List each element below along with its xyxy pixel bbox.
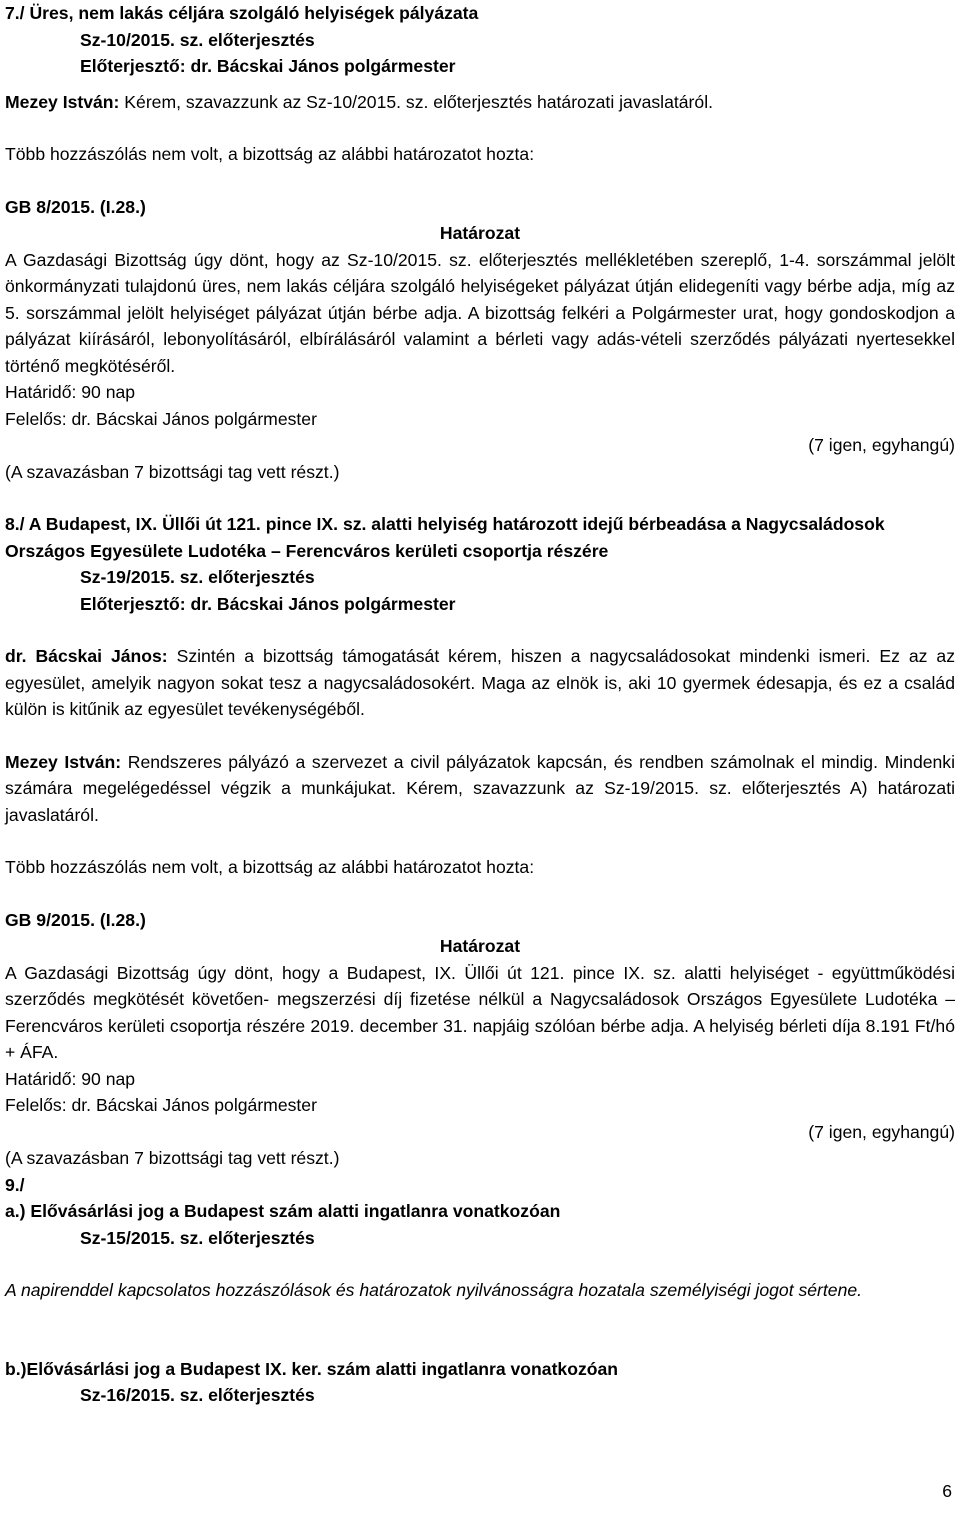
section-9a-privacy-note: A napirenddel kapcsolatos hozzászólások és határozatok nyilvánosságra hozatala személyiségi jogot sértene. [5,1280,863,1300]
section-8-resolution-heading: Határozat [439,936,521,956]
section-7-vote: (7 igen, egyhangú) [808,435,955,455]
document-page [5,0,955,1409]
section-8-deadline: Határidő: 90 nap [5,1068,136,1089]
page-number: 6 [942,1481,952,1501]
section-8-vote: (7 igen, egyhangú) [808,1121,955,1142]
section-8-title-line-2: Országos Egyesülete Ludotéka – Ferencváros kerületi csoportja részére [5,540,609,561]
speech-text: Rendszeres pályázó a szervezet a civil pályázatok kapcsán, és rendben számolnak el mindig. Mindenki számára megelégedéssel végzik a munkájukat. Kérem, szavazzunk az Sz-19/2015. sz. előterjesztés A) határozati javaslatáról. [5,751,956,825]
section-7-no-more-comments: Több hozzászólás nem volt, a bizottság az alábbi határozatot hozta: [5,144,535,164]
section-9a-title: a.) Elővásárlási jog a Budapest szám alatti ingatlanra vonatkozóan [5,1201,561,1221]
section-7-speech [5,89,955,116]
section-7-title: 7./ Üres, nem lakás céljára szolgáló helyiségek pályázata [5,3,479,23]
section-9-number: 9./ [5,1174,25,1195]
section-8-presenter: Előterjesztő: dr. Bácskai János polgármester [80,593,456,614]
speech-text: Kérem, szavazzunk az Sz-10/2015. sz. előterjesztés határozati javaslatáról. [119,91,713,112]
section-7-participants: (A szavazásban 7 bizottsági tag vett részt.) [5,461,340,482]
section-8-resolution-text: A Gazdasági Bizottság úgy dönt, hogy a Budapest, IX. Üllői út 121. pince IX. sz. alatti helyiséget - együttműködési szerződés megkötését követően- megszerzési díj fizetése nélkül a Nagycsaládosok Országos Egyesülete Ludotéka – Ferencváros kerületi csoportja részére 2019. december 31. napjáig szólóan bérbe adja. A helyiség bérleti díja 8.191 Ft/hó + ÁFA. [5,962,955,1062]
section-8-ref: Sz-19/2015. sz. előterjesztés [80,567,315,587]
section-7-ref: Sz-10/2015. sz. előterjesztés [80,29,315,50]
speaker-name: Mezey István: [5,751,122,772]
section-7-resolution-text: A Gazdasági Bizottság úgy dönt, hogy az Sz-10/2015. sz. előterjesztés mellékletében szereplő, 1-4. sorszámmal jelölt önkormányzati tulajdonú üres, nem lakás céljára szolgáló helyiségeket pályázat útján elidegeníti vagy bérbe adja, míg az 5. sorszámmal jelölt helyiséget pályázat útján bérbe adja. A bizottság felkéri a Polgármester urat, hogy gondoskodjon a pályázat kiírásáról, lebonyolításáról, elbírálásáról valamint a bérleti vagy adás-vételi szerződés pályázati nyertesekkel történő megkötéséről. [5,249,955,376]
section-7-presenter: Előterjesztő: dr. Bácskai János polgármester [80,56,456,76]
section-8-responsible: Felelős: dr. Bácskai János polgármester [5,1095,317,1115]
speech-text: Szintén a bizottság támogatását kérem, hiszen a nagycsaládosokat mindenki ismeri. Ez az az egyesület, amelyik nagyon sokat tesz a nagycsaládosokért. Maga az elnök is, aki 10 gyermek édesapja, és ez a család külön is kitűnik az egyesület tevékenységéből. [5,646,955,719]
section-9a-ref: Sz-15/2015. sz. előterjesztés [80,1227,315,1248]
section-7-deadline: Határidő: 90 nap [5,382,136,402]
section-9b-ref: Sz-16/2015. sz. előterjesztés [80,1385,315,1405]
speaker-name: dr. Bácskai János: [5,646,168,666]
section-9b-title: b.)Elővásárlási jog a Budapest IX. ker. szám alatti ingatlanra vonatkozóan [5,1358,619,1379]
speaker-name: Mezey István: [5,91,120,112]
section-8-title-line-1: 8./ A Budapest, IX. Üllői út 121. pince IX. sz. alatti helyiség határozott idejű bérbeadása a Nagycsaládosok [5,514,885,534]
section-7-responsible: Felelős: dr. Bácskai János polgármester [5,408,317,429]
section-7-resolution-heading: Határozat [439,223,521,243]
section-8-participants: (A szavazásban 7 bizottsági tag vett részt.) [5,1148,340,1168]
section-8-resolution-number: GB 9/2015. (I.28.) [5,909,146,930]
section-8-speech-1 [5,643,955,723]
section-7-resolution-number: GB 8/2015. (I.28.) [5,196,146,217]
section-8-no-more-comments: Több hozzászólás nem volt, a bizottság az alábbi határozatot hozta: [5,857,535,877]
section-8-speech-2 [5,749,955,829]
